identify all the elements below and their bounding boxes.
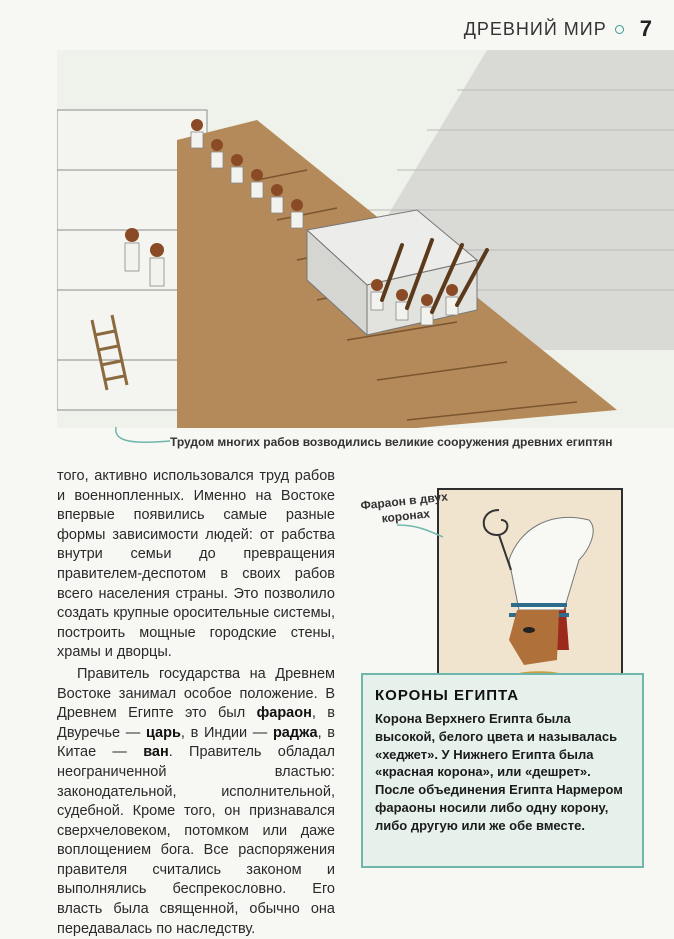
section-title: ДРЕВНИЙ МИР (463, 18, 607, 39)
main-text (57, 467, 335, 939)
page-number: 7 (639, 16, 652, 41)
p2-text-a: Правитель государства на Древнем Востоке занимал особое положение. В Древнем Египте это был (57, 665, 335, 722)
page-header (464, 14, 652, 44)
pharaoh-label-pointer (395, 523, 445, 543)
term-pharaoh: фараон (256, 705, 312, 722)
p2-text-b: , в Двуречье — (57, 705, 335, 741)
term-wang: ван (143, 744, 169, 761)
caption-pointer (112, 425, 170, 449)
info-box-title: КОРОНЫ ЕГИПТА (375, 687, 520, 704)
circle-bullet-icon (615, 25, 624, 34)
illustration-caption: Трудом многих рабов возводились великие сооружения древних египтян (170, 435, 613, 449)
p2-text-c: , в Индии — (180, 724, 273, 741)
crowns-info-box (361, 673, 644, 868)
term-tsar: царь (145, 724, 181, 741)
pharaoh-label: Фараон в двух коронах (359, 489, 449, 526)
pharaoh-portrait (437, 488, 623, 692)
p2-text-e: . Правитель обладал неограниченной властью: законодательной, исполнительной, судебной. Кроме того, он признавался сверхчеловеком, потомком или даже воплощением бога. Все распоряжения правителя считались законом и выполнялись беспрекословно. Его власть была священной, обычно она передавалась по наследству. (57, 744, 335, 937)
pyramid-construction-illustration (57, 50, 674, 428)
info-box-text: Корона Верхнего Египта была высокой, белого цвета и называлась «хеджет». У Нижнего Египта была «красная корона», или «дешрет». После объединения Египта Нармером фараоны носили либо одну корону, либо другую или же обе вместе. (375, 711, 623, 833)
paragraph-2 (57, 665, 335, 939)
paragraph-1: того, активно использовался труд рабов и военнопленных. Именно на Востоке впервые появились самые разные формы зависимости людей: от рабства внутри семьи до превращения правителем-деспотом в своих рабов всего населения страны. Это позволило создать крупные оросительные системы, построить мощные городские стены, храмы и дворцы. (57, 468, 335, 661)
p2-text-d: , в Китае — (57, 724, 336, 761)
term-raja: раджа (272, 724, 318, 741)
